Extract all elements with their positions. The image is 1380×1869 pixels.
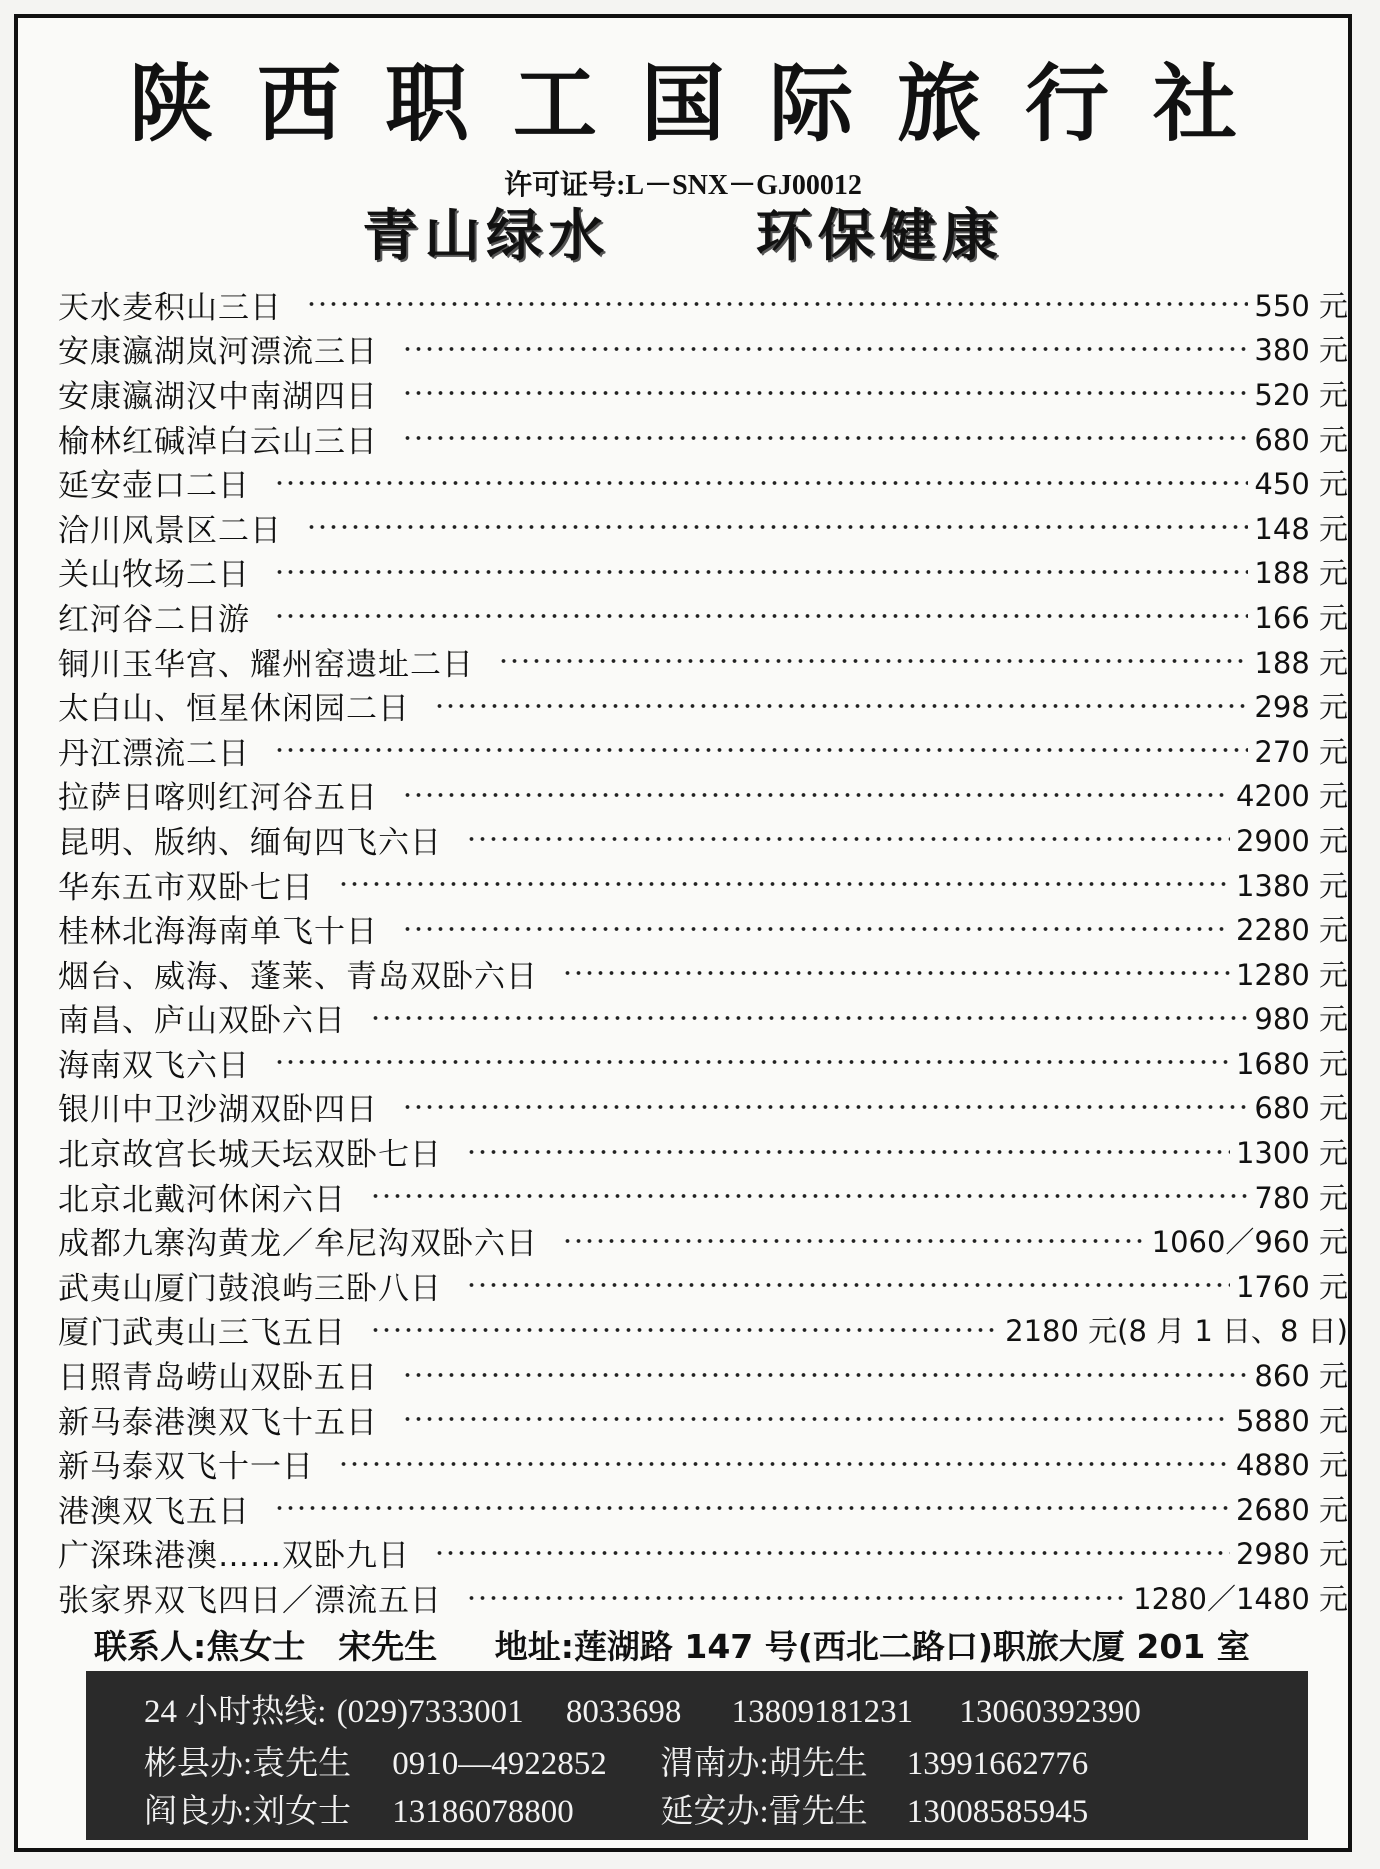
- dot-leader: [466, 1149, 1230, 1155]
- contact-address: 地址:莲湖路 147 号(西北二路口)职旅大厦 201 室: [494, 1627, 1250, 1666]
- hotline-number: 13809181231: [731, 1694, 914, 1730]
- tour-name: 武夷山厦门鼓浪屿三卧八日: [58, 1270, 442, 1307]
- office-phone: 13991662776: [906, 1746, 1089, 1782]
- tour-name: 拉萨日喀则红河谷五日: [58, 780, 378, 817]
- tour-name: 丹江漂流二日: [58, 735, 250, 772]
- tour-name: 海南双飞六日: [58, 1047, 250, 1084]
- tour-price: 4880 元: [1235, 1448, 1348, 1483]
- dot-leader: [370, 1327, 999, 1333]
- tour-row: [58, 683, 1348, 728]
- tour-row: [58, 1085, 1348, 1130]
- dot-leader: [370, 1015, 1248, 1021]
- tour-price: 780 元: [1254, 1180, 1348, 1215]
- tour-name: 成都九寨沟黄龙／牟尼沟双卧六日: [58, 1226, 538, 1263]
- tour-row: [58, 550, 1348, 595]
- tour-price: 450 元: [1254, 467, 1348, 502]
- tour-name: 天水麦积山三日: [58, 289, 282, 326]
- tour-row: [58, 460, 1348, 505]
- dot-leader: [466, 1595, 1127, 1601]
- tour-price: 1760 元: [1235, 1269, 1348, 1304]
- tour-row: [58, 1308, 1348, 1353]
- tour-price: 1280 元: [1235, 957, 1348, 992]
- slogan: [18, 204, 1348, 270]
- tour-name: 华东五市双卧七日: [58, 869, 314, 906]
- tour-name: 新马泰双飞十一日: [58, 1449, 314, 1486]
- tour-name: 榆林红碱淖白云山三日: [58, 423, 378, 460]
- tour-row: [58, 906, 1348, 951]
- tour-price-list: [58, 282, 1348, 1620]
- travel-agency-advertisement: [14, 14, 1352, 1852]
- dot-leader: [274, 747, 1248, 753]
- tour-price: 148 元: [1254, 511, 1348, 546]
- tour-row: [58, 996, 1348, 1041]
- tour-price: 380 元: [1254, 333, 1348, 368]
- tour-price: 2680 元: [1235, 1492, 1348, 1527]
- dot-leader: [274, 480, 1248, 486]
- tour-price: 1060／960 元: [1151, 1225, 1348, 1260]
- tour-row: [58, 1486, 1348, 1531]
- dot-leader: [434, 1550, 1230, 1556]
- tour-price: 270 元: [1254, 734, 1348, 769]
- tour-name: 张家界双飞四日／漂流五日: [58, 1583, 442, 1620]
- dot-leader: [402, 1104, 1248, 1110]
- dot-leader: [338, 881, 1230, 887]
- tour-price: 980 元: [1254, 1002, 1348, 1037]
- hotline-box: [86, 1671, 1308, 1840]
- hotline-number: 8033698: [565, 1694, 682, 1730]
- tour-row: [58, 327, 1348, 372]
- tour-name: 太白山、恒星休闲园二日: [58, 691, 410, 728]
- tour-name: 安康瀛湖岚河漂流三日: [58, 334, 378, 371]
- tour-row: [58, 1531, 1348, 1576]
- tour-row: [58, 1174, 1348, 1219]
- tour-row: [58, 817, 1348, 862]
- tour-price: 188 元: [1254, 645, 1348, 680]
- dot-leader: [402, 792, 1230, 798]
- tour-row: [58, 1441, 1348, 1486]
- license-number: 许可证号:L－SNX－GJ00012: [504, 170, 862, 201]
- tour-name: 日照青岛崂山双卧五日: [58, 1360, 378, 1397]
- tour-name: 安康瀛湖汉中南湖四日: [58, 378, 378, 415]
- dot-leader: [402, 1372, 1248, 1378]
- dot-leader: [402, 926, 1230, 932]
- hotline-number: 13060392390: [959, 1694, 1141, 1730]
- dot-leader: [274, 1505, 1230, 1511]
- dot-leader: [306, 524, 1248, 530]
- tour-price: 1280／1480 元: [1133, 1582, 1348, 1617]
- tour-row: [58, 951, 1348, 996]
- hotline-label: 24 小时热线:: [144, 1694, 327, 1730]
- dot-leader: [306, 301, 1248, 307]
- tour-row: [58, 416, 1348, 461]
- tour-price: 860 元: [1254, 1359, 1348, 1394]
- office-phone: 0910—4922852: [392, 1746, 607, 1782]
- contact-line: [94, 1621, 1260, 1668]
- office-contact: 阎良办:刘女士: [144, 1794, 352, 1830]
- office-contact: 渭南办:胡先生: [660, 1746, 868, 1782]
- tour-row: [58, 371, 1348, 416]
- dot-leader: [562, 970, 1230, 976]
- tour-price: 2980 元: [1235, 1537, 1348, 1572]
- office-contact: 彬县办:袁先生: [144, 1746, 352, 1782]
- tour-name: 厦门武夷山三飞五日: [58, 1315, 346, 1352]
- slogan-left: 青山绿水: [362, 204, 611, 269]
- tour-name: 关山牧场二日: [58, 557, 250, 594]
- tour-price: 520 元: [1254, 377, 1348, 412]
- tour-price: 2280 元: [1235, 913, 1348, 948]
- dot-leader: [402, 390, 1248, 396]
- tour-name: 烟台、威海、蓬莱、青岛双卧六日: [58, 958, 538, 995]
- tour-row: [58, 728, 1348, 773]
- tour-name: 桂林北海海南单飞十日: [58, 914, 378, 951]
- hotline-number: (029)7333001: [336, 1694, 524, 1730]
- tour-name: 延安壶口二日: [58, 468, 250, 505]
- dot-leader: [402, 1416, 1230, 1422]
- tour-row: [58, 773, 1348, 818]
- dot-leader: [338, 1461, 1230, 1467]
- tour-row: [58, 594, 1348, 639]
- tour-name: 广深珠港澳……双卧九日: [58, 1538, 410, 1575]
- tour-price: 1680 元: [1235, 1046, 1348, 1081]
- tour-row: [58, 1352, 1348, 1397]
- tour-price: 4200 元: [1235, 779, 1348, 814]
- dot-leader: [466, 836, 1230, 842]
- tour-price: 1300 元: [1235, 1136, 1348, 1171]
- tour-price: 550 元: [1254, 288, 1348, 323]
- tour-name: 新马泰港澳双飞十五日: [58, 1404, 378, 1441]
- dot-leader: [434, 703, 1248, 709]
- hotline-row: [144, 1685, 1141, 1732]
- tour-row: [58, 1397, 1348, 1442]
- tour-price: 5880 元: [1235, 1403, 1348, 1438]
- tour-row: [58, 1129, 1348, 1174]
- tour-row: [58, 282, 1348, 327]
- tour-name: 昆明、版纳、缅甸四飞六日: [58, 824, 442, 861]
- tour-row: [58, 1263, 1348, 1308]
- office-row: [144, 1737, 1088, 1784]
- tour-name: 北京故宫长城天坛双卧七日: [58, 1137, 442, 1174]
- tour-name: 铜川玉华宫、耀州窑遗址二日: [58, 646, 474, 683]
- tour-name: 洽川风景区二日: [58, 512, 282, 549]
- office-contact: 延安办:雷先生: [660, 1794, 868, 1830]
- tour-row: [58, 1040, 1348, 1085]
- dot-leader: [274, 569, 1248, 575]
- slogan-right: 环保健康: [755, 204, 1004, 269]
- tour-price: 680 元: [1254, 422, 1348, 457]
- contact-people: 联系人:焦女士 宋先生: [94, 1627, 438, 1666]
- tour-price: 2900 元: [1235, 823, 1348, 858]
- tour-row: [58, 505, 1348, 550]
- office-row: [144, 1785, 1088, 1832]
- dot-leader: [370, 1193, 1248, 1199]
- office-phone: 13008585945: [906, 1794, 1089, 1830]
- tour-row: [58, 639, 1348, 684]
- tour-price: 298 元: [1254, 690, 1348, 725]
- dot-leader: [274, 1059, 1230, 1065]
- dot-leader: [402, 435, 1248, 441]
- tour-price: 680 元: [1254, 1091, 1348, 1126]
- tour-price: 166 元: [1254, 600, 1348, 635]
- tour-name: 红河谷二日游: [58, 601, 250, 638]
- tour-name: 北京北戴河休闲六日: [58, 1181, 346, 1218]
- tour-row: [58, 1575, 1348, 1620]
- tour-price: 2180 元(8 月 1 日、8 日): [1005, 1314, 1348, 1349]
- tour-name: 银川中卫沙湖双卧四日: [58, 1092, 378, 1129]
- dot-leader: [466, 1282, 1230, 1288]
- dot-leader: [402, 346, 1248, 352]
- tour-price: 188 元: [1254, 556, 1348, 591]
- dot-leader: [562, 1238, 1146, 1244]
- tour-name: 港澳双飞五日: [58, 1493, 250, 1530]
- office-phone: 13186078800: [392, 1794, 574, 1830]
- agency-title: 陕西职工国际旅行社: [128, 54, 1281, 153]
- dot-leader: [274, 613, 1248, 619]
- dot-leader: [498, 658, 1248, 664]
- tour-price: 1380 元: [1235, 868, 1348, 903]
- tour-row: [58, 862, 1348, 907]
- tour-row: [58, 1218, 1348, 1263]
- tour-name: 南昌、庐山双卧六日: [58, 1003, 346, 1040]
